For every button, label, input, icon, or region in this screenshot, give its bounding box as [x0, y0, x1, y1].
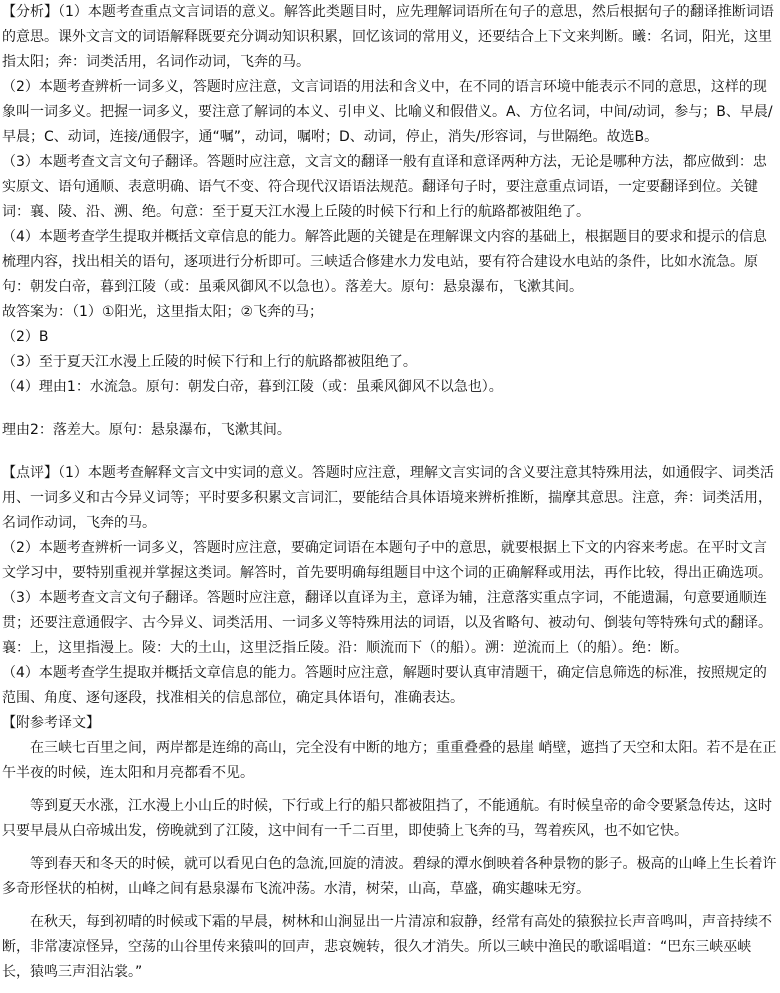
analysis-paragraph-3: （3）本题考查文言文句子翻译。答题时应注意，文言文的翻译一般有直译和意译两种方法，无论是哪种方法，都应做到：忠实原文、语句通顺、表意明确、语气不变、符合现代汉语语法规范。翻译句子时，要注意重点词语，一定要翻译到位。关键词：襄、陵、沿、溯、绝。句意：至于夏天江水漫上丘陵的时候下行和上行的航路都被阻绝了。 [2, 154, 767, 220]
answer-section [2, 300, 778, 443]
comment-paragraph-3: （3）本题考查文言文句子翻译。答题时应注意，翻译以直译为主，意译为辅，注意落实重点字词，不能遗漏，句意要通顺连贯；还要注意通假字、古今异义、词类活用、一词多义等特殊用法的词语，以及省略句、被动句、倒装句等特殊句式的翻译。襄：上，这里指漫上。陵：大的土山，这里泛指丘陵。沿：顺流而下（的船）。溯：逆流而上（的船）。绝：断。 [2, 590, 772, 656]
translation-heading: 【附参考译文】 [2, 715, 100, 731]
answer-line-2: （2）B [2, 329, 49, 345]
analysis-paragraph-2: （2）本题考查辨析一词多义，答题时应注意，文言词语的用法和含义中，在不同的语言环境中能表示不同的意思，这样的现象叫一词多义。把握一词多义，要注意了解词的本义、引申义、比喻义和假借义。A、方位名词，中间/动词，参与；B、早晨/早晨；C、动词，连接/通假字，通“嘱”，动词，嘱咐；D、动词，停止，消失/形容词，与世隔绝。故选B。 [2, 79, 773, 145]
comment-paragraph-2: （2）本题考查辨析一词多义，答题时应注意，要确定词语在本题句子中的意思，就要根据上下文的内容来考虑。在平时文言文学习中，要特别重视并掌握这类词。解答时，首先要明确每组题目中这个词的正确解释或用法，再作比较，得出正确选项。 [2, 540, 772, 581]
comment-section [2, 461, 778, 711]
translation-paragraph-2: 等到夏天水涨，江水漫上小山丘的时候，下行或上行的船只都被阻挡了，不能通航。有时候皇帝的命令要紧急传达，这时只要早晨从白帝城出发，傍晚就到了江陵，这中间有一千二百里，即使骑上飞奔的马，驾着疾风，也不如它快。 [2, 798, 772, 839]
analysis-paragraph-4: （4）本题考查学生提取并概括文章信息的能力。解答此题的关键是在理解课文内容的基础上，根据题目的要求和提示的信息梳理内容，找出相关的语句，逐项进行分析即可。三峡适合修建水力发电站，要有符合建设水电站的条件，比如水流急。原句：朝发白帝，暮到江陵（或：虽乘风御风不以急也）。落差大。原句：悬泉瀑布，飞漱其间。 [2, 229, 767, 295]
analysis-paragraph-1: 【分析】（1）本题考查重点文言词语的意义。解答此类题目时，应先理解词语所在句子的意思，然后根据句子的翻译推断词语的意思。课外文言文的词语解释既要充分调动知识积累，回忆该词的常用义，还要结合上下文来判断。曦：名词，阳光，这里指太阳；奔：词类活用，名词作动词，飞奔的马。 [2, 4, 774, 70]
comment-paragraph-4: （4）本题考查学生提取并概括文章信息的能力。答题时应注意，解题时要认真审清题干，确定信息筛选的标准，按照规定的范围、角度、逐句逐段，找准相关的信息部位，确定具体语句，准确表达。 [2, 665, 767, 706]
translation-section [2, 711, 778, 985]
answer-line-4: （4）理由1：水流急。原句：朝发白帝，暮到江陵（或：虽乘风御风不以急也）。 [2, 379, 503, 395]
comment-paragraph-1: 【点评】（1）本题考查解释文言文中实词的意义。答题时应注意，理解文言实词的含义要注意其特殊用法，如通假字、词类活用、一词多义和古今异义词等；平时要多积累文言词汇，要能结合具体语境来辨析推断，揣摩其意思。注意，奔：词类活用，名词作动词，飞奔的马。 [2, 465, 774, 531]
translation-paragraph-4: 在秋天，每到初晴的时候或下霜的早晨，树林和山涧显出一片清凉和寂静，经常有高处的猿猴拉长声音鸣叫，声音持续不断，非常凄凉怪异，空荡的山谷里传来猿叫的回声，悲哀婉转，很久才消失。所以三峡中渔民的歌谣唱道：“巴东三峡巫峡长，猿鸣三声泪沾裳。” [2, 914, 772, 980]
analysis-section [2, 0, 778, 300]
spacer [2, 443, 778, 461]
spacer [2, 400, 778, 418]
answer-line-3: （3）至于夏天江水漫上丘陵的时候下行和上行的航路都被阻绝了。 [2, 354, 417, 370]
translation-paragraph-3: 等到春天和冬天的时候，就可以看见白色的急流,回旋的清波。碧绿的潭水倒映着各种景物的影子。极高的山峰上生长着许多奇形怪状的柏树，山峰之间有悬泉瀑布飞流冲荡。水清，树荣，山高，草盛，确实趣味无穷。 [2, 856, 777, 897]
answer-line-5: 理由2：落差大。原句：悬泉瀑布，飞漱其间。 [2, 422, 291, 438]
answer-line-1: 故答案为：（1）①阳光，这里指太阳；②飞奔的马； [2, 304, 324, 320]
translation-paragraph-1: 在三峡七百里之间，两岸都是连绵的高山，完全没有中断的地方；重重叠叠的悬崖 峭壁，遮挡了天空和太阳。若不是在正午半夜的时候，连太阳和月亮都看不见。 [2, 740, 777, 781]
